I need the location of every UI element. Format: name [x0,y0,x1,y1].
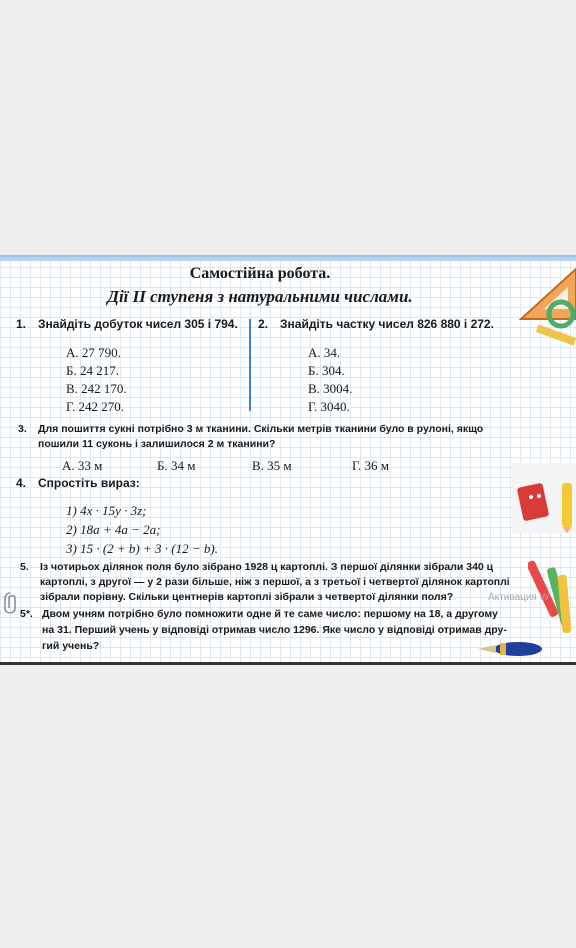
task4-text: Спростіть вираз: [38,476,140,490]
triangle-ruler-icon [516,259,576,354]
task1-option-d: Г. 242 270. [66,399,125,414]
task2-option-a: А. 34. [308,345,341,360]
task2-number: 2. [258,317,269,331]
task2-option-c: В. 3004. [308,381,353,396]
task1-number: 1. [16,317,27,331]
task1-text: Знайдіть добуток чисел 305 і 794. [38,317,238,331]
worksheet-subtitle: Дії II ступеня з натуральними числами. [107,287,413,306]
activation-watermark: Активация W [488,592,550,603]
worksheet [0,255,576,665]
worksheet-title: Самостійна робота. [189,265,331,282]
task2-option-d: Г. 3040. [308,399,350,414]
task5-line3: зібрали порівну. Скільки центнерів картоплі зібрали з четвертої ділянки поля? [40,591,454,603]
task3-option-d: Г. 36 м [352,458,390,473]
task4-item-2: 2) 18a + 4a − 2a; [66,522,161,537]
task5star-number: 5*. [20,608,33,620]
task3-line1: Для пошиття сукні потрібно 3 м тканини. Скільки метрів тканини було в рулоні, якщо [38,423,484,435]
task3-option-a: А. 33 м [62,458,103,473]
task5-number: 5. [20,561,29,573]
task3-line2: пошили 11 суконь і залишилося 2 м тканини? [38,438,276,450]
column-divider [249,319,251,411]
task4-number: 4. [16,476,27,490]
notebook-pencil-icon [512,463,576,533]
task5star-line2: на 31. Перший учень у відповіді отримав число 1296. Яке число у відповіді отримав дру- [42,624,507,636]
task2-text: Знайдіть частку чисел 826 880 і 272. [280,317,494,331]
task5-line1: Із чотирьох ділянок поля було зібрано 1928 ц картоплі. З першої ділянки зібрали 340 ц [40,561,494,573]
task3-number: 3. [18,423,27,435]
task4-item-3: 3) 15 · (2 + b) + 3 · (12 − b). [66,541,218,556]
task1-option-a: А. 27 790. [66,345,121,360]
task2-option-b: Б. 304. [308,363,345,378]
task3-option-b: Б. 34 м [157,458,196,473]
task3-option-c: В. 35 м [252,458,292,473]
pen-icon [478,637,544,661]
top-band [0,257,576,261]
task1-option-b: Б. 24 217. [66,363,119,378]
task5star-line3: гий учень? [42,640,100,652]
task1-option-c: В. 242 170. [66,381,127,396]
task5star-line1: Двом учням потрібно було помножити одне й те саме число: першому на 18, а другому [42,608,498,620]
task4-item-1: 1) 4x · 15y · 3z; [66,503,147,518]
paperclip-icon [2,591,18,617]
task5-line2: картоплі, з другої — у 2 рази більше, ніж з першої, а з третьої і четвертої ділянок картоплі [40,576,510,588]
